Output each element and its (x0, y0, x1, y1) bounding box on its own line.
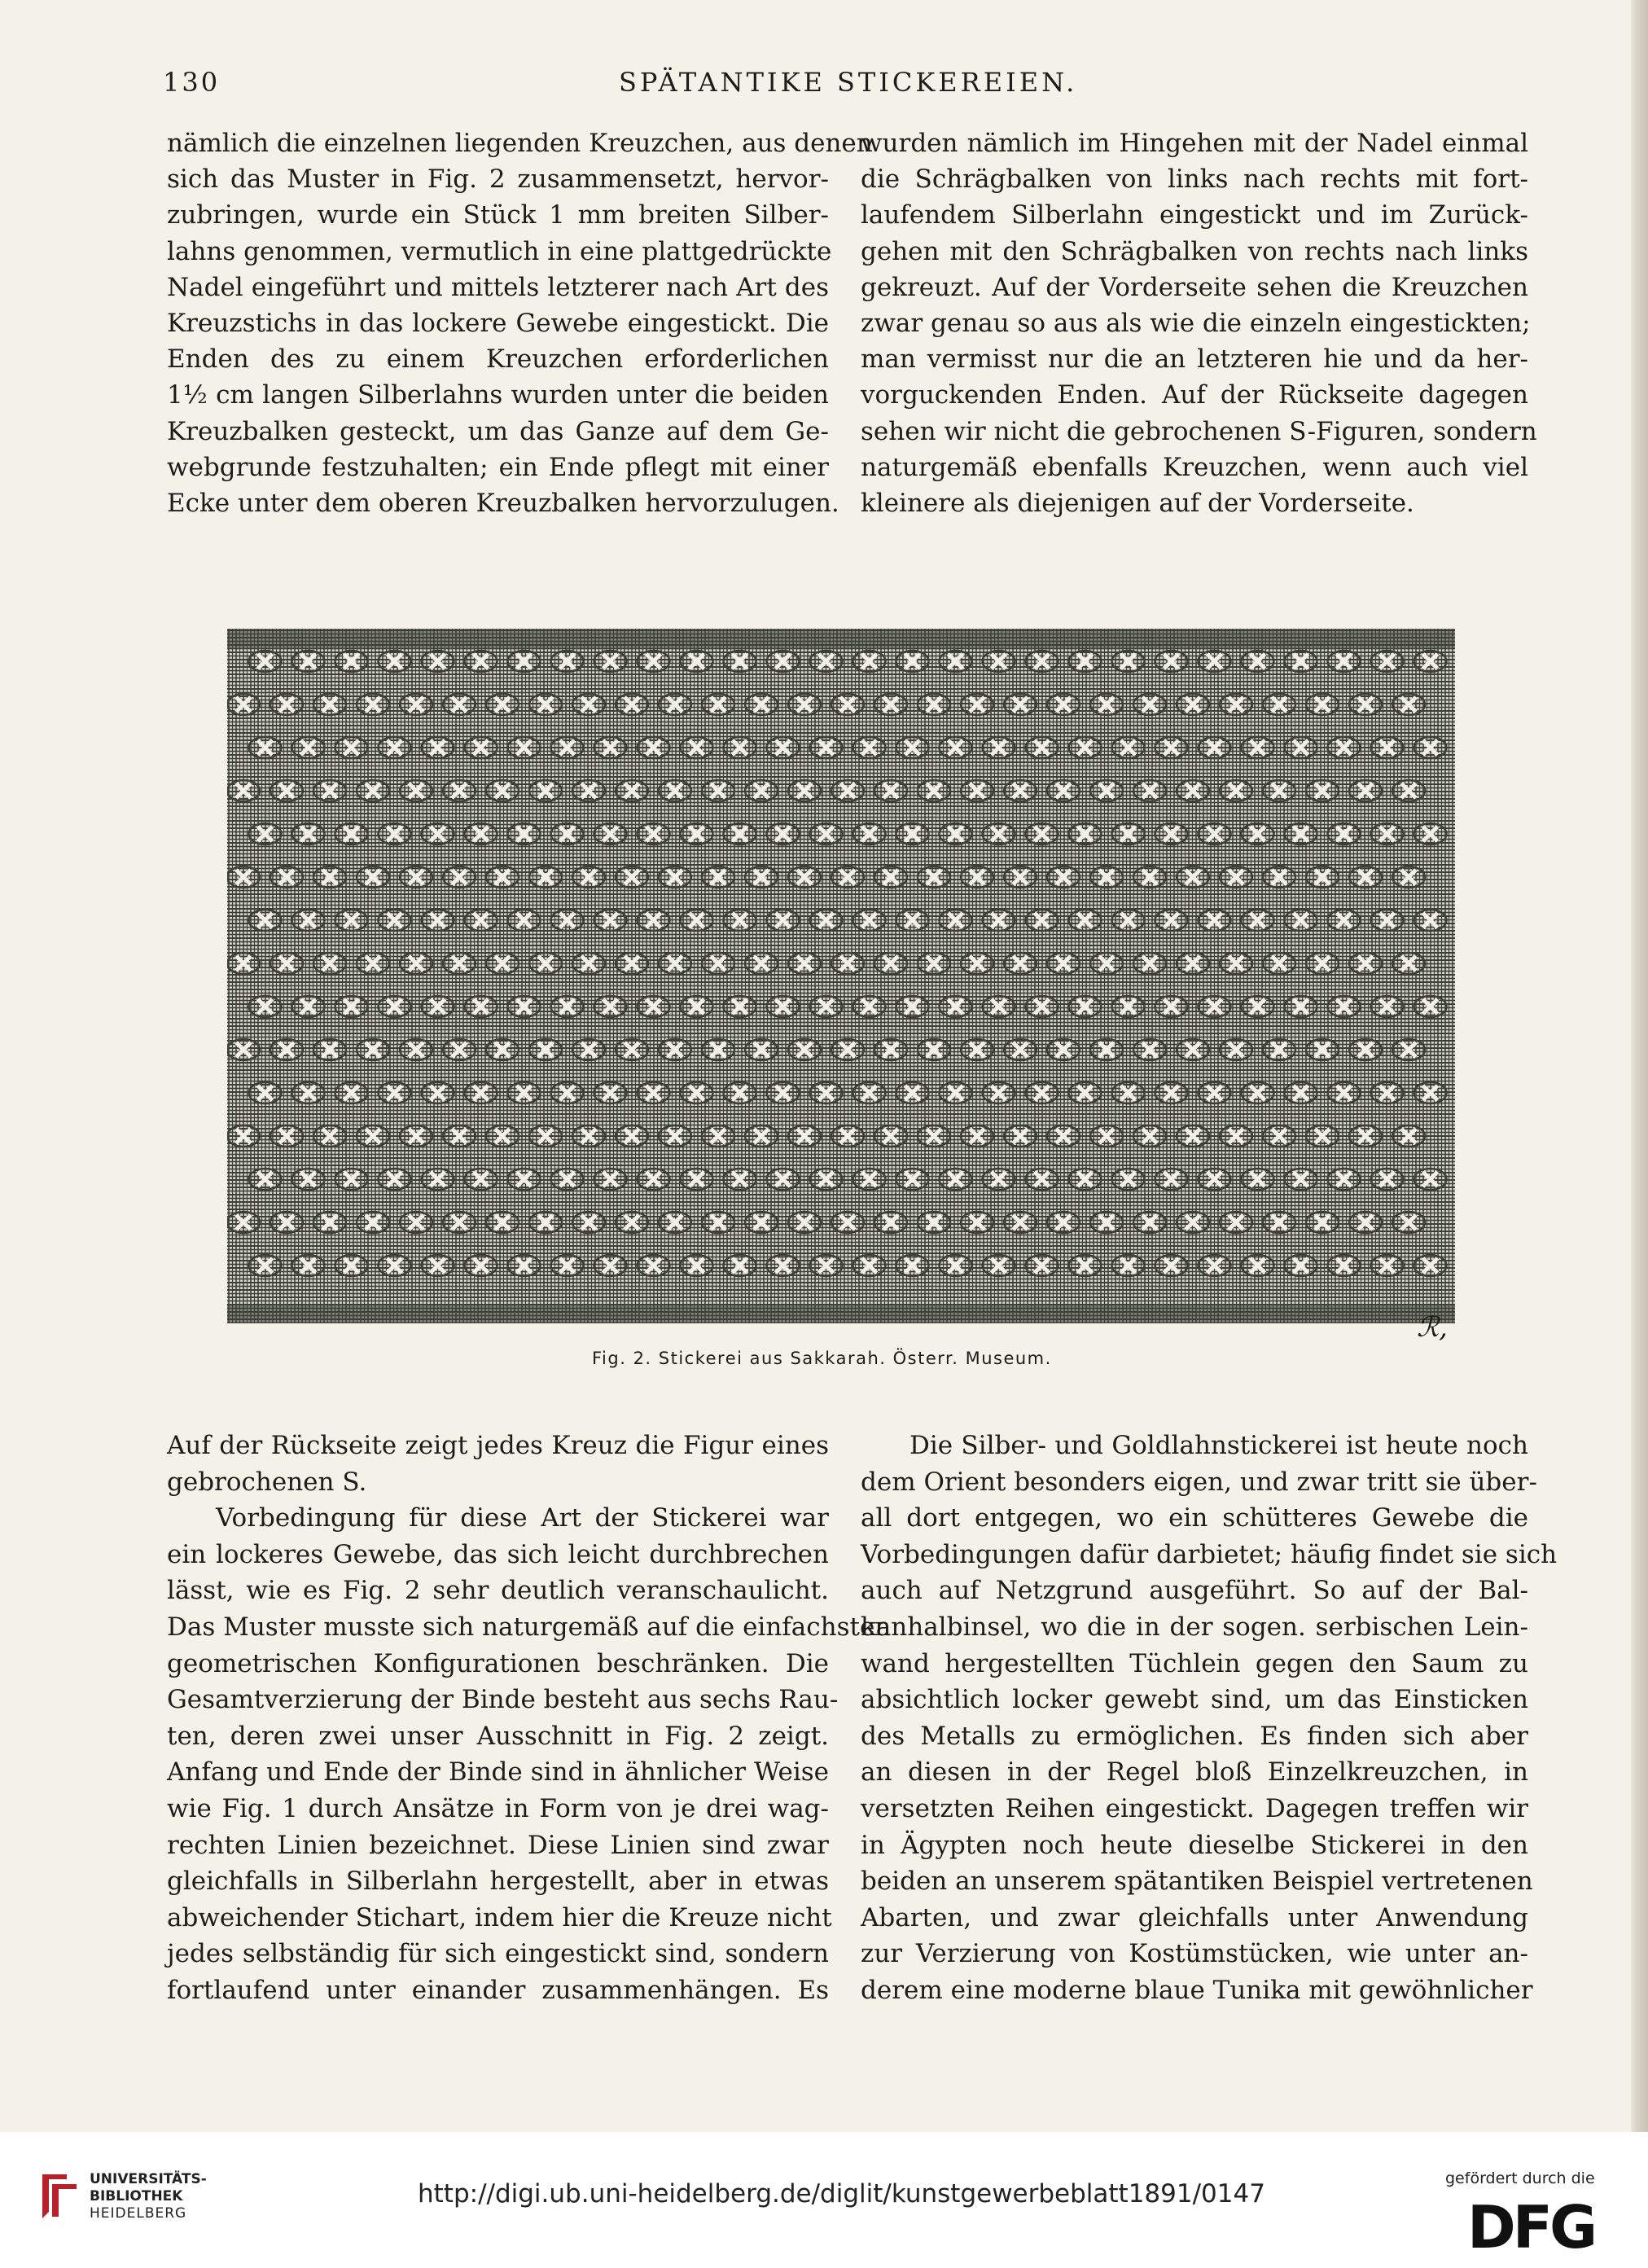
text-line: Das Muster musste sich naturgemäß auf die einfachsten (167, 1612, 892, 1642)
text-line: wand hergestellten Tüchlein gegen den Saum zu (861, 1648, 1528, 1678)
text-line: Gesamtverzierung der Binde besteht aus sechs Rau- (167, 1685, 839, 1715)
text-column-top-left (167, 125, 873, 521)
library-name-line: BIBLIOTHEK (90, 2188, 183, 2204)
library-name (90, 2171, 207, 2222)
library-name-line: HEIDELBERG (90, 2205, 187, 2222)
text-line: laufendem Silberlahn eingestickt und im Zurück- (861, 200, 1528, 230)
text-line: dem Orient besonders eigen, und zwar tritt sie über- (861, 1467, 1537, 1497)
text-line: des Metalls zu ermöglichen. Es finden sich aber (861, 1721, 1528, 1751)
text-line: nämlich die einzelnen liegenden Kreuzchen, aus denen (167, 129, 873, 158)
text-line: absichtlich locker gewebt sind, um das Einsticken (861, 1685, 1528, 1715)
text-line: zubringen, wurde ein Stück 1 mm breiten Silber- (167, 200, 829, 230)
text-line: sich das Muster in Fig. 2 zusammensetzt, hervor- (167, 165, 829, 195)
page-number: 130 (163, 67, 221, 98)
running-title: SPÄTANTIKE STICKEREIEN. (619, 67, 1078, 98)
text-line: webgrunde festzuhalten; ein Ende pflegt mit einer (167, 452, 829, 482)
text-line: gehen mit den Schrägbalken von rechts nach links (861, 236, 1528, 266)
text-line: kleinere als diejenigen auf der Vorderseite. (861, 488, 1414, 518)
text-line: Auf der Rückseite zeigt jedes Kreuz die Figur eines (167, 1431, 829, 1460)
text-line: sehen wir nicht die gebrochenen S-Figuren, sondern (861, 416, 1537, 446)
text-line: versetzten Reihen eingestickt. Dagegen treffen wir (861, 1793, 1528, 1823)
text-line: zur Verzierung von Kostümstücken, wie unter an- (861, 1939, 1528, 1969)
text-line: wurden nämlich im Hingehen mit der Nadel einmal (861, 129, 1528, 158)
text-line: Vorbedingung für diese Art der Stickerei war (216, 1503, 829, 1533)
text-line: abweichender Stichart, indem hier die Kreuze nicht (167, 1902, 832, 1932)
text-line: Kreuzbalken gesteckt, um das Ganze auf dem Ge- (167, 416, 829, 446)
text-line: naturgemäß ebenfalls Kreuzchen, wenn auch viel (861, 452, 1528, 482)
text-line: Vorbedingungen dafür darbietet; häufig findet sie sich (861, 1539, 1558, 1569)
text-line: zwar genau so aus als wie die einzeln eingestickten; (861, 308, 1531, 338)
text-line: Ecke unter dem oberen Kreuzbalken hervorzulugen. (167, 488, 839, 518)
text-line: ein lockeres Gewebe, das sich leicht durchbrechen (167, 1539, 829, 1569)
text-line: man vermisst nur die an letzteren hie und da her- (861, 344, 1528, 375)
library-logo-icon (34, 2166, 83, 2223)
text-line: lahns genommen, vermutlich in eine plattgedrückte (167, 236, 832, 266)
text-line: fortlaufend unter einander zusammenhängen. Es (167, 1975, 829, 2005)
library-name-line: UNIVERSITÄTS- (90, 2171, 207, 2187)
text-line: Anfang und Ende der Binde sind in ähnlicher Weise (167, 1757, 829, 1788)
embroidery-pattern-image (227, 629, 1455, 1323)
text-line: Abarten, und zwar gleichfalls unter Anwendung (861, 1902, 1528, 1932)
text-line: rechten Linien bezeichnet. Diese Linien sind zwar (167, 1830, 829, 1860)
text-line: geometrischen Konfigurationen beschränken. Die (167, 1648, 829, 1678)
text-line: an diesen in der Regel bloß Einzelkreuzchen, in (861, 1757, 1528, 1788)
text-line: Die Silber- und Goldlahnstickerei ist heute noch (909, 1431, 1528, 1460)
text-line: kanhalbinsel, wo die in der sogen. serbischen Lein- (861, 1612, 1528, 1642)
text-line: gleichfalls in Silberlahn hergestellt, aber in etwas (167, 1867, 829, 1897)
text-line: Nadel eingeführt und mittels letzterer nach Art des (167, 272, 829, 302)
text-line: beiden an unserem spätantiken Beispiel vertretenen (861, 1867, 1533, 1897)
embroidery-figure (227, 629, 1455, 1323)
text-line: Kreuzstichs in das lockere Gewebe eingestickt. Die (167, 308, 829, 338)
digitization-footer (0, 2132, 1648, 2268)
source-url-link[interactable]: http://digi.ub.uni-heidelberg.de/diglit/kunstgewerbeblatt1891/0147 (418, 2179, 1265, 2209)
text-line: derem eine moderne blaue Tunika mit gewöhnlicher (861, 1975, 1533, 2005)
text-line: ten, deren zwei unser Ausschnitt in Fig. 2 zeigt. (167, 1721, 829, 1751)
artist-monogram: ℛ, (1417, 1311, 1448, 1344)
text-line: Enden des zu einem Kreuzchen erforderlichen (167, 344, 829, 375)
text-line: wie Fig. 1 durch Ansätze in Form von je drei wag- (167, 1793, 829, 1823)
dfg-logo-text: DFG (1467, 2197, 1595, 2254)
text-line: jedes selbständig für sich eingestickt sind, sondern (167, 1939, 829, 1969)
text-column-bottom-right (861, 1428, 1558, 2009)
text-line: all dort entgegen, wo ein schütteres Gewebe die (861, 1503, 1528, 1533)
figure-caption: Fig. 2. Stickerei aus Sakkarah. Österr. Museum. (592, 1349, 1052, 1368)
text-line: 1½ cm langen Silberlahns wurden unter die beiden (167, 380, 829, 410)
text-line: vorguckenden Enden. Auf der Rückseite dagegen (861, 380, 1528, 410)
text-column-bottom-left (167, 1428, 892, 2009)
text-line: gebrochenen S. (167, 1467, 367, 1497)
funding-note: gefördert durch die (1445, 2169, 1595, 2187)
text-line: gekreuzt. Auf der Vorderseite sehen die Kreuzchen (861, 272, 1528, 302)
text-line: in Ägypten noch heute dieselbe Stickerei in den (861, 1830, 1528, 1860)
running-header (163, 67, 1523, 99)
text-line: die Schrägbalken von links nach rechts mit fort- (861, 165, 1528, 195)
text-line: auch auf Netzgrund ausgeführt. So auf der Bal- (861, 1576, 1528, 1606)
text-column-top-right (861, 125, 1537, 521)
dfg-logo-icon (1466, 2197, 1620, 2254)
page-edge (1631, 0, 1648, 2132)
text-line: lässt, wie es Fig. 2 sehr deutlich veranschaulicht. (167, 1576, 829, 1606)
